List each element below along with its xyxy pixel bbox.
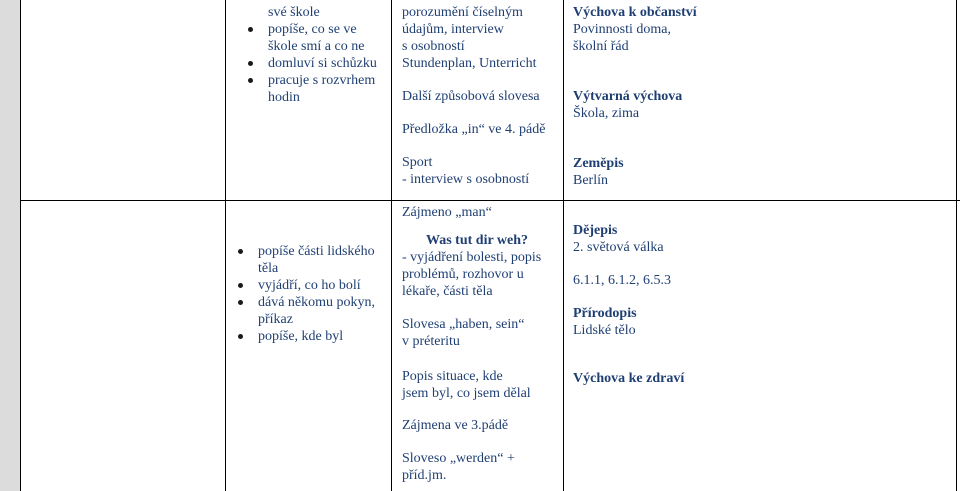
text-line: v préteritu — [402, 334, 460, 349]
bullet-icon — [238, 334, 243, 339]
topic-block-werden — [402, 450, 545, 484]
text-line: Lidské tělo — [573, 323, 636, 338]
column-divider-2 — [391, 0, 392, 491]
table-border-right — [956, 0, 957, 491]
topic-dative-pronouns: Zájmena ve 3.pádě — [402, 418, 509, 433]
subject-biology: Přírodopis — [573, 306, 637, 321]
topic-modal-verbs: Další způsobová slovesa — [402, 89, 540, 104]
text-line: příkaz — [258, 312, 293, 327]
text-line: Popis situace, kde — [402, 369, 503, 384]
text-line: - vyjádření bolesti, popis — [402, 250, 542, 265]
text-line: Povinnosti doma, — [573, 22, 672, 37]
text-line: Berlín — [573, 173, 608, 188]
outcome-intro: své škole — [268, 5, 320, 20]
text-line: Sloveso „werden“ + — [402, 451, 515, 466]
bullet-icon — [248, 78, 253, 83]
list-item — [258, 328, 375, 345]
column-divider-3 — [563, 0, 564, 491]
text-line: Sport — [402, 155, 433, 170]
list-item — [258, 243, 375, 277]
left-margin-column — [0, 0, 20, 491]
text-line: škole smí a co ne — [268, 39, 365, 54]
text-line: porozumění číselným — [402, 5, 523, 20]
text-line: jsem byl, co jsem dělal — [402, 386, 531, 401]
links-cell — [573, 4, 697, 387]
table-border-left — [20, 0, 21, 491]
text-line: Škola, zima — [573, 106, 640, 121]
outcome-list — [258, 243, 375, 345]
topic-block-interview — [402, 4, 545, 72]
bullet-icon — [248, 61, 253, 66]
text-line: problémů, rozhovor u — [402, 267, 524, 282]
bullet-icon — [238, 283, 243, 288]
text-line: pracuje s rozvrhem — [268, 73, 376, 88]
subject-civics: Výchova k občanství — [573, 5, 697, 20]
text-line: hodin — [268, 90, 300, 105]
text-line: vyjádří, co ho bolí — [258, 278, 361, 293]
list-item — [268, 72, 377, 106]
topic-pronoun-man: Zájmeno „man“ — [402, 205, 492, 220]
topics-cell — [402, 4, 545, 484]
text-line: Stundenplan, Unterricht — [402, 56, 537, 71]
outcomes-cell-top — [268, 4, 377, 106]
subject-history: Dějepis — [573, 223, 618, 238]
text-line: domluví si schůzku — [268, 56, 377, 71]
text-line: školní řád — [573, 39, 629, 54]
bullet-icon — [238, 300, 243, 305]
bullet-icon — [248, 27, 253, 32]
text-line: Slovesa „haben, sein“ — [402, 317, 525, 332]
text-line: údajům, interview — [402, 22, 504, 37]
topic-preposition: Předložka „in“ ve 4. pádě — [402, 122, 546, 137]
text-line: s osobností — [402, 39, 465, 54]
topic-block-verbs — [402, 316, 545, 350]
list-item — [258, 294, 375, 328]
outcome-list — [268, 21, 377, 106]
text-line: popíše části lidského — [258, 244, 375, 259]
topic-block-sport — [402, 154, 545, 188]
subject-art: Výtvarná výchova — [573, 89, 683, 104]
topic-heading: Was tut dir weh? — [426, 233, 529, 248]
text-line: 2. světová válka — [573, 240, 664, 255]
topic-block-situation — [402, 368, 545, 402]
text-line: popíše, kde byl — [258, 329, 344, 344]
bullet-icon — [238, 249, 243, 254]
column-divider-1 — [225, 0, 226, 491]
list-item — [268, 21, 377, 55]
text-line: těla — [258, 261, 279, 276]
text-line: popíše, co se ve — [268, 22, 357, 37]
list-item — [258, 277, 375, 294]
text-line: 6.1.1, 6.1.2, 6.5.3 — [573, 273, 671, 288]
subject-geography: Zeměpis — [573, 156, 624, 171]
text-line: příd.jm. — [402, 468, 447, 483]
text-line: - interview s osobností — [402, 172, 530, 187]
list-item — [268, 55, 377, 72]
outcomes-cell-bottom — [258, 243, 375, 345]
topic-block-health — [402, 232, 545, 300]
text-line: lékaře, části těla — [402, 284, 493, 299]
subject-health: Výchova ke zdraví — [573, 371, 685, 386]
text-line: dává někomu pokyn, — [258, 295, 376, 310]
